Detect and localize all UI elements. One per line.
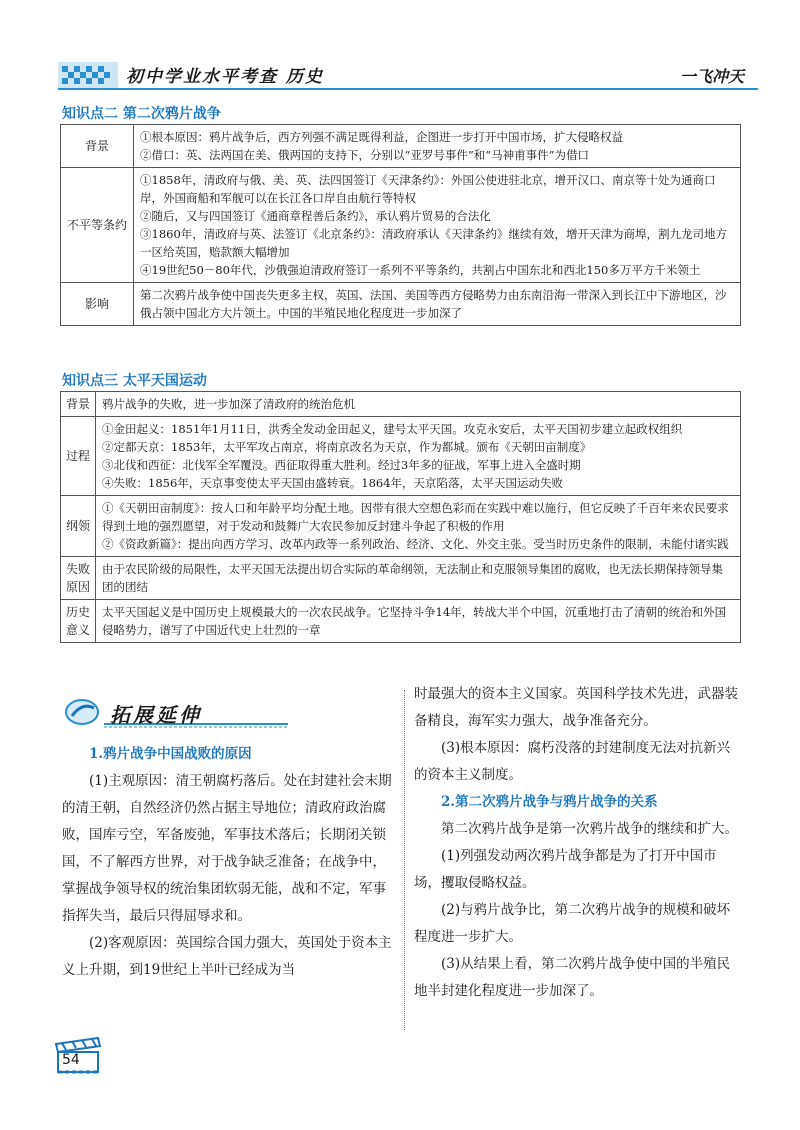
row-line: ③北伐和西征：北伐军全军覆没。西征取得重大胜利。经过3年多的征战，军事上进入全盛时期 [102,458,581,472]
paragraph: (1)列强发动两次鸦片战争都是为了打开中国市场，攫取侵略权益。 [414,848,717,891]
row-label: 历史意义 [61,600,96,643]
row-content [96,496,741,557]
paragraph: 第二次鸦片战争是第一次鸦片战争的继续和扩大。 [441,821,738,837]
paragraph: (2)客观原因：英国综合国力强大，英国处于资本主义上升期，到19世纪上半叶已经成为当 [62,935,392,978]
row-content [96,600,741,643]
section2-table [60,124,741,326]
row-line: ③1860年，清政府与英、法签订《北京条约》：清政府承认《天津条约》继续有效，增开天津为商埠，割九龙司地方一区给英国，赔款额大幅增加 [140,227,728,259]
row-line: ①1858年，清政府与俄、美、英、法四国签订《天津条约》：外国公使进驻北京，增开汉口、南京等十处为通商口岸，外国商船和军舰可以在长江各口岸自由航行等特权 [140,173,716,205]
paragraph: (1)主观原因：清王朝腐朽落后。处在封建社会末期的清王朝，自然经济仍然占据主导地位；清政府政治腐败，国库亏空，军备废弛，军事技术落后；长期闭关锁国，不了解西方世界，对于战争缺乏准备；在战争中，掌握战争领导权的统治集团软弱无能，战和不定，军事指挥失当，最后只得屈辱求和。 [62,773,392,924]
row-label: 过程 [61,417,96,496]
row-line: 由于农民阶级的局限性，太平天国无法提出切合实际的革命纲领，无法制止和克服领导集团的腐败，也无法长期保持领导集团的团结 [102,562,723,594]
table-row [61,168,741,283]
table-row [61,600,741,643]
row-line: 太平天国起义是中国历史上规模最大的一次农民战争。它坚持斗争14年，转战大半个中国，沉重地打击了清朝的统治和外国侵略势力，谱写了中国近代史上壮烈的一章 [102,605,727,637]
row-label: 纲领 [61,496,96,557]
extension-left-column [62,741,392,984]
header-title: 初中学业水平考查 历史 [126,67,324,87]
row-content [134,283,741,326]
row-label: 背景 [61,125,134,168]
section3-table [60,391,741,643]
row-content [134,168,741,283]
paragraph: (3)从结果上看，第二次鸦片战争使中国的半殖民地半封建化程度进一步加深了。 [414,956,731,999]
row-line: ④19世纪50－80年代，沙俄强迫清政府签订一系列不平等条约，共割占中国东北和西北150多万平方千米领土 [140,263,701,277]
row-content [96,417,741,496]
row-content [96,557,741,600]
table-row [61,417,741,496]
header-brand: 一飞冲天 [680,67,745,86]
row-line: ①金田起义：1851年1月11日，洪秀全发动金田起义，建号太平天国。攻克永安后，太平天国初步建立起政权组织 [102,422,683,436]
table-row [61,557,741,600]
row-line: 鸦片战争的失败，进一步加深了清政府的统治危机 [102,397,355,411]
table-row [61,283,741,326]
row-line: ②定都天京：1853年，太平军攻占南京，将南京改名为天京，作为都城。颁布《天朝田亩制度》 [102,440,592,454]
paragraph: 时最强大的资本主义国家。英国科学技术先进，武器装备精良，海军实力强大，战争准备充分。 [414,686,738,729]
checker-logo-icon [58,58,118,90]
paragraph: (3)根本原因：腐朽没落的封建制度无法对抗新兴的资本主义制度。 [414,740,731,783]
table-row [61,496,741,557]
paragraph: (2)与鸦片战争比，第二次鸦片战争的规模和破坏程度进一步扩大。 [414,902,731,945]
row-line: ④失败：1856年，天京事变使太平天国由盛转衰。1864年，天京陷落，太平天国运动失败 [102,476,564,490]
row-label: 失败原因 [61,557,96,600]
row-line: ②借口：英、法两国在美、俄两国的支持下，分别以“亚罗号事件”和“马神甫事件”为借口 [140,148,590,162]
section2-heading: 知识点二 第二次鸦片战争 [62,106,221,122]
row-line: ②随后，又与四国签订《通商章程善后条约》，承认鸦片贸易的合法化 [140,209,491,223]
subheading: 2.第二次鸦片战争与鸦片战争的关系 [441,794,658,810]
table-row [61,125,741,168]
column-divider [404,690,406,1030]
row-label: 不平等条约 [61,168,134,283]
extension-right-column [414,681,742,1005]
page-number: 54 [62,1052,80,1068]
row-line: ①根本原因：鸦片战争后，西方列强不满足既得利益，企图进一步打开中国市场，扩大侵略权益 [140,130,623,144]
row-label: 影响 [61,283,134,326]
row-content [96,392,741,417]
row-line: ②《资政新篇》：提出向西方学习、改革内政等一系列政治、经济、文化、外交主张。受当时历史条件的限制，未能付诸实践 [102,537,729,551]
extension-title: 拓展延伸 [110,703,202,727]
section3-heading: 知识点三 太平天国运动 [62,373,207,389]
row-line: 第二次鸦片战争使中国丧失更多主权，英国、法国、美国等西方侵略势力由东南沿海一带深入到长江中下游地区，沙俄占领中国北方大片领土。中国的半殖民地化程度进一步加深了 [140,288,727,320]
subheading: 1.鸦片战争中国战败的原因 [89,746,252,762]
row-line: ①《天朝田亩制度》：按人口和年龄平均分配土地。因带有很大空想色彩而在实践中难以施行，但它反映了千百年来农民要求得到土地的强烈愿望，对于发动和鼓舞广大农民参加反封建斗争起了积极的作用 [102,501,729,533]
table-row [61,392,741,417]
row-label: 背景 [61,392,96,417]
row-content [134,125,741,168]
